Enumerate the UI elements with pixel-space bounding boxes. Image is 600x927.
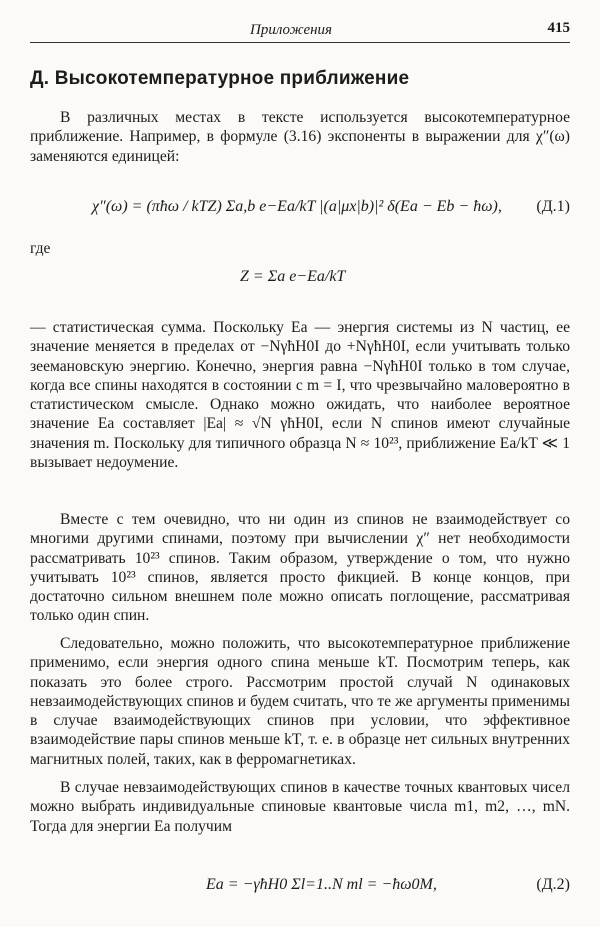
- equation-z: Z = Σa e−Ea/kT: [240, 268, 346, 285]
- paragraph-noninteracting: В случае невзаимодействующих спинов в качестве точных квантовых чисел можно выбрать индивидуальные спиновые квантовые числа m1, m2, …, mN. Тогда для энергии Ea получим: [30, 779, 570, 835]
- page-number: 415: [547, 20, 570, 36]
- paragraph-partition-function: — статистическая сумма. Поскольку Ea — энергия системы из N частиц, ее значение меняется в пределах от −NγħH0I до +NγħH0I, если учитывать только зеемановскую энергию. Конечно, энергия равна −NγħH0I только в том случае, когда все спины находятся в состоянии с m = I, что чрезвычайно маловероятно в статистическом смысле. Однако можно ожидать, что наиболее вероятное значение Ea составляет |Ea| ≈ √N γħH0I, если N спинов имеют случайные значения m. Поскольку для типичного образца N ≈ 10²³, приближение Ea/kT ≪ 1 вызывает недоумение.: [30, 319, 570, 472]
- section-title: Д. Высокотемпературное приближение: [30, 68, 410, 89]
- equation-d2-number: (Д.2): [536, 876, 570, 893]
- paragraph-high-temperature: Следовательно, можно положить, что высокотемпературное приближение применимо, если энергия одного спина меньше kT. Посмотрим теперь, как показать это более строго. Рассмотрим простой случай N одинаковых невзаимодействующих спинов и будем считать, что те же аргументы применимы в случае взаимодействующих спинов при условии, что эффективное взаимодействие пары спинов меньше kT, т. е. в образце нет сильных внутренних магнитных полей, таких, как в ферромагнетиках.: [30, 635, 570, 768]
- equation-d1: χ″(ω) = (πħω / kTZ) Σa,b e−Ea/kT |(a|μx|b)|² δ(Ea − Eb − ħω),: [92, 198, 502, 215]
- paragraph-single-spin: Вместе с тем очевидно, что ни один из спинов не взаимодействует со многими другими спинами, поэтому при вычислении χ″ нет необходимости рассматривать 10²³ спинов. Таким образом, утверждение о том, что нужно учитывать 10²³ спинов, является просто фикцией. В конце концов, при достаточно сильном внешнем поле можно описать поглощение, рассматривая только один спин.: [30, 511, 570, 625]
- header-title: Приложения: [250, 22, 333, 38]
- equation-d1-number: (Д.1): [536, 198, 570, 215]
- page: [30, 0, 570, 927]
- intro-paragraph: В различных местах в тексте используется высокотемпературное приближение. Например, в формуле (3.16) экспоненты в выражении для χ″(ω) заменяются единицей:: [30, 109, 570, 165]
- where-label: где: [30, 240, 51, 257]
- equation-d2: Ea = −γħH0 Σl=1..N ml = −ħω0M,: [206, 876, 437, 893]
- running-header: [30, 18, 570, 43]
